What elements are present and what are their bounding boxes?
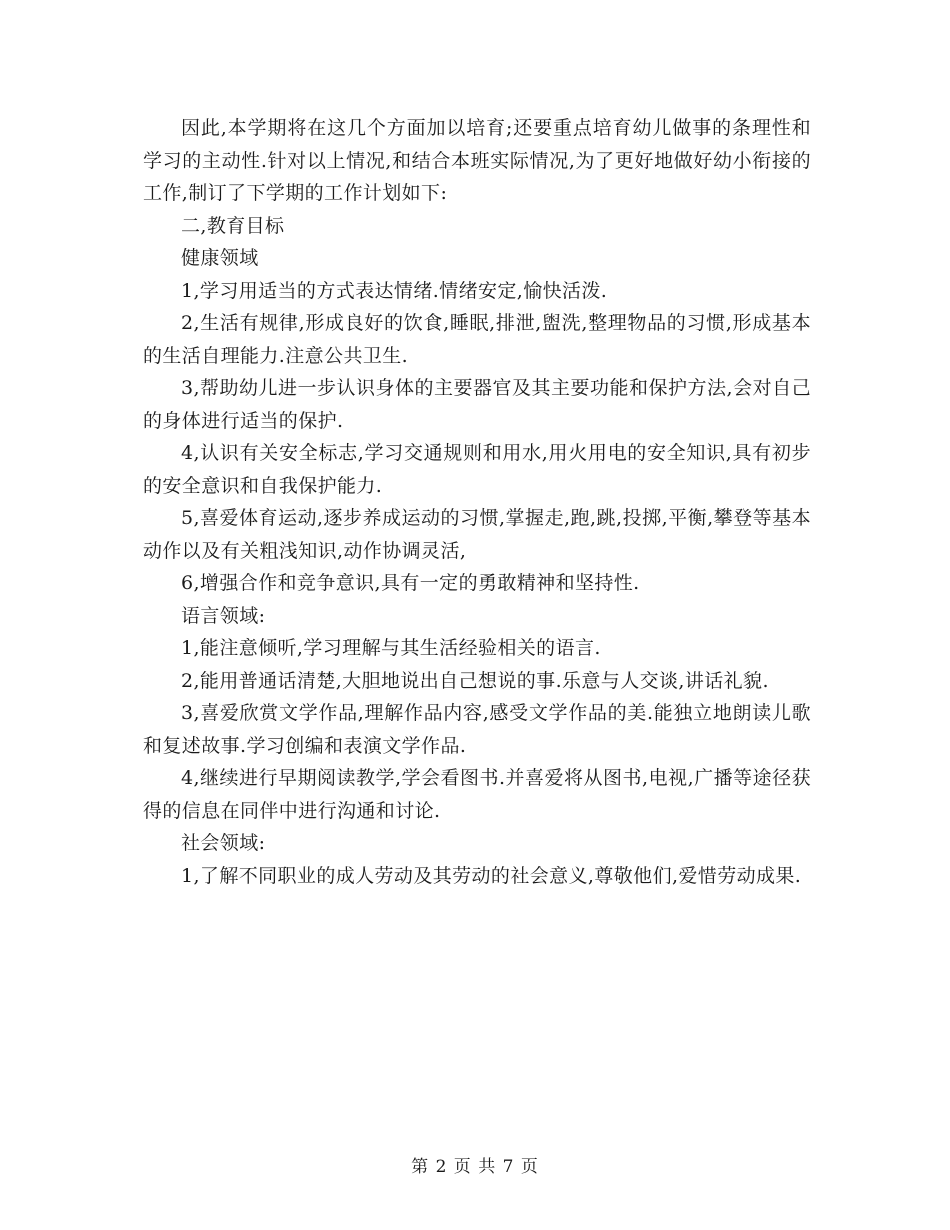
language-item-3: 3,喜爱欣赏文学作品,理解作品内容,感受文学作品的美.能独立地朗读儿歌和复述故事.学习创编和表演文学作品. bbox=[143, 702, 811, 757]
social-item-1: 1,了解不同职业的成人劳动及其劳动的社会意义,尊敬他们,爱惜劳动成果. bbox=[181, 864, 802, 887]
page-number-footer: 第 2 页 共 7 页 bbox=[411, 1157, 539, 1177]
language-item-2: 2,能用普通话清楚,大胆地说出自己想说的事.乐意与人交谈,讲话礼貌. bbox=[181, 669, 769, 692]
document-body bbox=[143, 112, 811, 892]
heading-social-domain: 社会领域: bbox=[181, 832, 266, 854]
language-item-4: 4,继续进行早期阅读教学,学会看图书.并喜爱将从图书,电视,广播等途径获得的信息在同伴中进行沟通和讨论. bbox=[143, 767, 811, 822]
heading-language-domain: 语言领域: bbox=[181, 604, 266, 627]
language-item-1: 1,能注意倾听,学习理解与其生活经验相关的语言. bbox=[181, 637, 601, 659]
health-item-4: 4,认识有关安全标志,学习交通规则和用水,用火用电的安全知识,具有初步的安全意识和自我保护能力. bbox=[143, 442, 811, 497]
health-item-6: 6,增强合作和竞争意识,具有一定的勇敢精神和坚持性. bbox=[181, 572, 640, 594]
heading-health-domain: 健康领域 bbox=[181, 247, 259, 269]
heading-education-goals: 二,教育目标 bbox=[181, 214, 285, 237]
health-item-5: 5,喜爱体育运动,逐步养成运动的习惯,掌握走,跑,跳,投掷,平衡,攀登等基本动作以及有关粗浅知识,动作协调灵活, bbox=[143, 507, 811, 562]
health-item-3: 3,帮助幼儿进一步认识身体的主要器官及其主要功能和保护方法,会对自己的身体进行适当的保护. bbox=[143, 377, 811, 432]
health-item-2: 2,生活有规律,形成良好的饮食,睡眠,排泄,盥洗,整理物品的习惯,形成基本的生活自理能力.注意公共卫生. bbox=[143, 312, 811, 367]
paragraph-intro: 因此,本学期将在这几个方面加以培育;还要重点培育幼儿做事的条理性和学习的主动性.针对以上情况,和结合本班实际情况,为了更好地做好幼小衔接的工作,制订了下学期的工作计划如下: bbox=[143, 117, 811, 204]
health-item-1: 1,学习用适当的方式表达情绪.情绪安定,愉快活泼. bbox=[181, 279, 608, 302]
